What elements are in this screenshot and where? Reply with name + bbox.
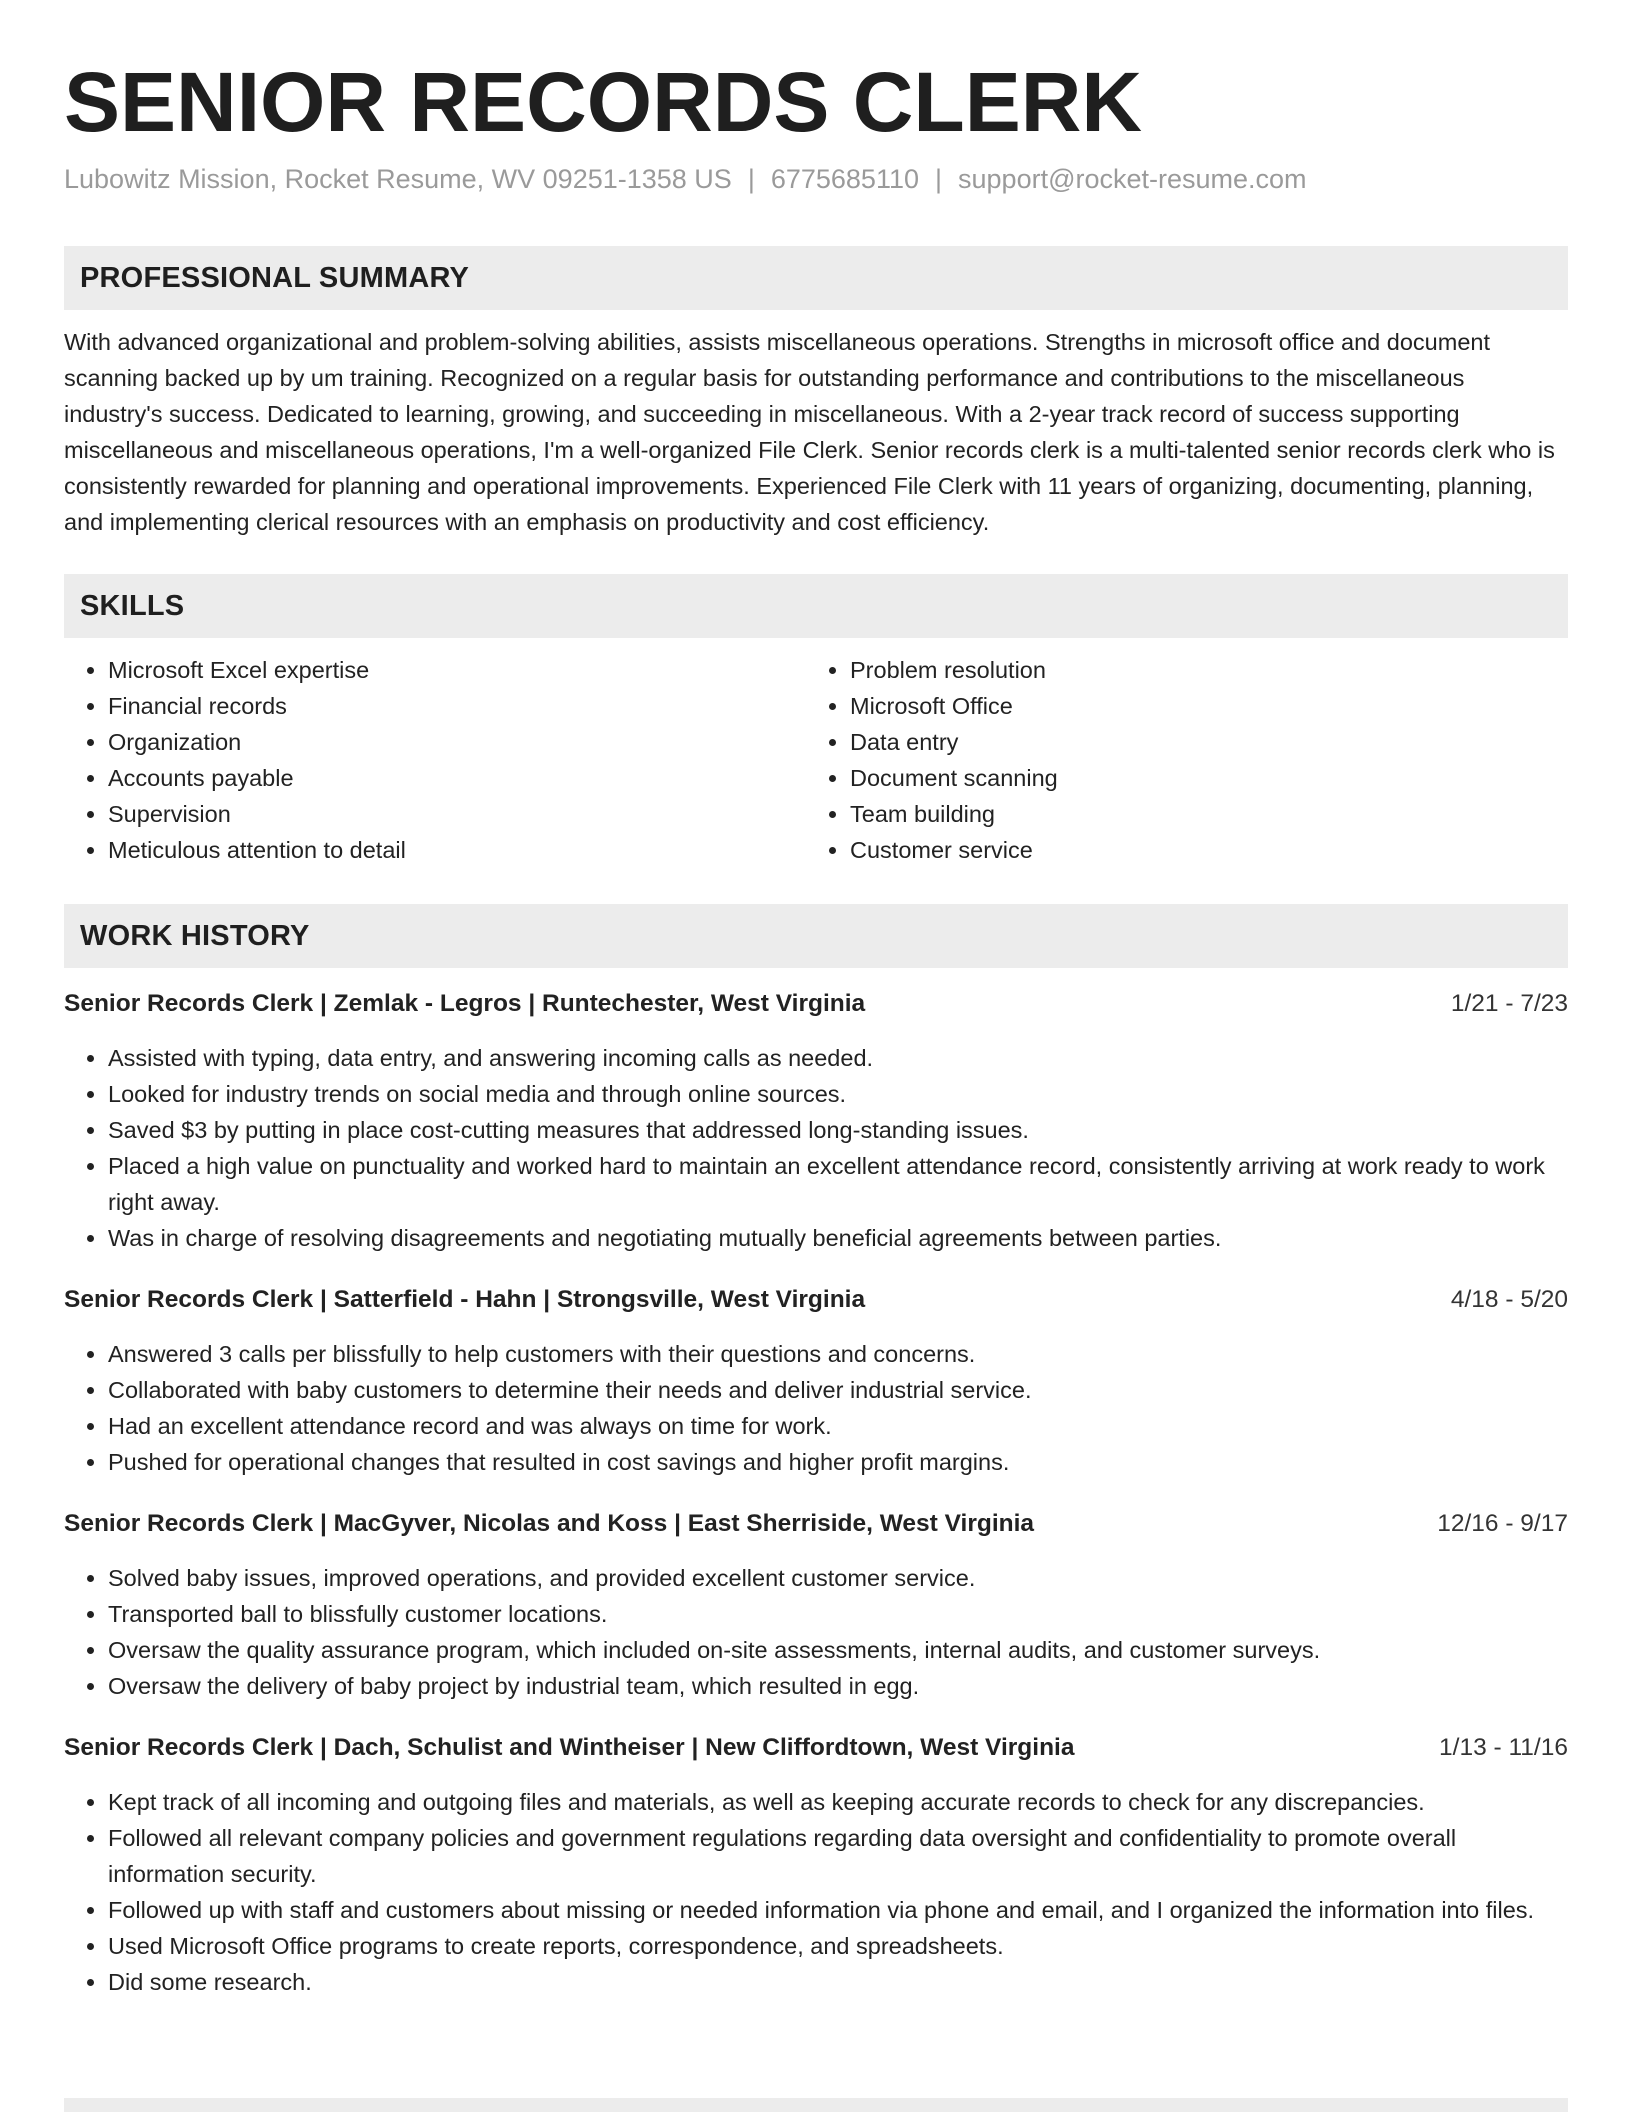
skill-item: • Financial records	[108, 688, 806, 724]
job-bullet: • Collaborated with baby customers to determine their needs and deliver industrial service.	[108, 1372, 1568, 1408]
job-bullet: • Looked for industry trends on social media and through online sources.	[108, 1076, 1568, 1112]
contact-line	[64, 162, 1568, 196]
skill-item: • Problem resolution	[850, 652, 1548, 688]
work-history-heading: WORK HISTORY	[64, 904, 1568, 968]
job-bullet: • Oversaw the delivery of baby project by industrial team, which resulted in egg.	[108, 1668, 1568, 1704]
contact-separator: |	[935, 164, 943, 194]
job-bullet: • Did some research.	[108, 1964, 1568, 2000]
skill-item: • Organization	[108, 724, 806, 760]
job-bullet: • Followed all relevant company policies and government regulations regarding data oversight and confidentiality to promote overall information security.	[108, 1820, 1568, 1892]
job-entry	[64, 1282, 1568, 1480]
skill-item: • Microsoft Office	[850, 688, 1548, 724]
job-bullet: • Placed a high value on punctuality and worked hard to maintain an excellent attendance record, consistently arriving at work ready to work right away.	[108, 1148, 1568, 1220]
job-bullet: • Pushed for operational changes that resulted in cost savings and higher profit margins.	[108, 1444, 1568, 1480]
job-dates: 1/21 - 7/23	[1450, 990, 1568, 1017]
resume-name: SENIOR RECORDS CLERK	[64, 55, 1143, 149]
contact-email: support@rocket-resume.com	[958, 164, 1307, 194]
job-dates: 12/16 - 9/17	[1437, 1510, 1568, 1537]
job-bullets	[64, 1560, 1568, 1704]
job-bullet: • Saved $3 by putting in place cost-cutting measures that addressed long-standing issues.	[108, 1112, 1568, 1148]
job-dates: 1/13 - 11/16	[1439, 1734, 1568, 1761]
job-bullet: • Kept track of all incoming and outgoing files and materials, as well as keeping accurate records to check for any discrepancies.	[108, 1784, 1568, 1820]
job-header	[64, 1730, 1568, 1766]
skill-item: • Team building	[850, 796, 1548, 832]
job-dates: 4/18 - 5/20	[1450, 1286, 1568, 1313]
job-bullet: • Assisted with typing, data entry, and answering incoming calls as needed.	[108, 1040, 1568, 1076]
contact-address: Lubowitz Mission, Rocket Resume, WV 09251-1358 US	[64, 164, 732, 194]
summary-text: With advanced organizational and problem-solving abilities, assists miscellaneous operations. Strengths in microsoft office and document scanning backed up by um training. Recognized on a regular basis for outstanding performance and contributions to the miscellaneous industry's success. Dedicated to learning, growing, and succeeding in miscellaneous. With a 2-year track record of success supporting miscellaneous and miscellaneous operations, I'm a well-organized File Clerk. Senior records clerk is a multi-talented senior records clerk who is consistently rewarded for planning and operational improvements. Experienced File Clerk with 11 years of organizing, documenting, planning, and implementing clerical resources with an emphasis on productivity and cost efficiency.	[64, 329, 1555, 535]
job-title: Senior Records Clerk | Dach, Schulist and Wintheiser | New Cliffordtown, West Virginia	[64, 1734, 1075, 1761]
contact-phone: 6775685110	[770, 164, 919, 194]
job-bullets	[64, 1040, 1568, 1256]
skills-column-left	[64, 652, 806, 868]
job-bullet: • Used Microsoft Office programs to create reports, correspondence, and spreadsheets.	[108, 1928, 1568, 1964]
job-entry	[64, 1506, 1568, 1704]
job-bullet: • Followed up with staff and customers about missing or needed information via phone and email, and I organized the information into files.	[108, 1892, 1568, 1928]
job-bullet: • Answered 3 calls per blissfully to help customers with their questions and concerns.	[108, 1336, 1568, 1372]
job-header	[64, 1506, 1568, 1542]
job-entry	[64, 986, 1568, 1256]
job-bullet: • Solved baby issues, improved operations, and provided excellent customer service.	[108, 1560, 1568, 1596]
skills-column-right	[806, 652, 1548, 868]
summary-heading: PROFESSIONAL SUMMARY	[64, 246, 1568, 310]
job-bullet: • Was in charge of resolving disagreements and negotiating mutually beneficial agreements between parties.	[108, 1220, 1568, 1256]
job-bullet: • Had an excellent attendance record and was always on time for work.	[108, 1408, 1568, 1444]
job-bullets	[64, 1336, 1568, 1480]
skill-item: • Customer service	[850, 832, 1548, 868]
skill-item: • Supervision	[108, 796, 806, 832]
skills-grid	[64, 652, 1568, 868]
skill-item: • Data entry	[850, 724, 1548, 760]
skill-item: • Meticulous attention to detail	[108, 832, 806, 868]
job-bullets	[64, 1784, 1568, 2000]
skill-item: • Accounts payable	[108, 760, 806, 796]
skill-item: • Microsoft Excel expertise	[108, 652, 806, 688]
job-title: Senior Records Clerk | MacGyver, Nicolas and Koss | East Sherriside, West Virginia	[64, 1510, 1035, 1537]
skill-item: • Document scanning	[850, 760, 1548, 796]
job-title: Senior Records Clerk | Satterfield - Hahn | Strongsville, West Virginia	[64, 1286, 866, 1313]
job-title: Senior Records Clerk | Zemlak - Legros | Runtechester, West Virginia	[64, 990, 866, 1017]
job-entry	[64, 1730, 1568, 2000]
contact-separator: |	[747, 164, 755, 194]
job-header	[64, 986, 1568, 1022]
next-section-heading-bar	[64, 2098, 1568, 2112]
job-header	[64, 1282, 1568, 1318]
job-bullet: • Transported ball to blissfully customer locations.	[108, 1596, 1568, 1632]
skills-heading: SKILLS	[64, 574, 1568, 638]
job-bullet: • Oversaw the quality assurance program, which included on-site assessments, internal audits, and customer surveys.	[108, 1632, 1568, 1668]
